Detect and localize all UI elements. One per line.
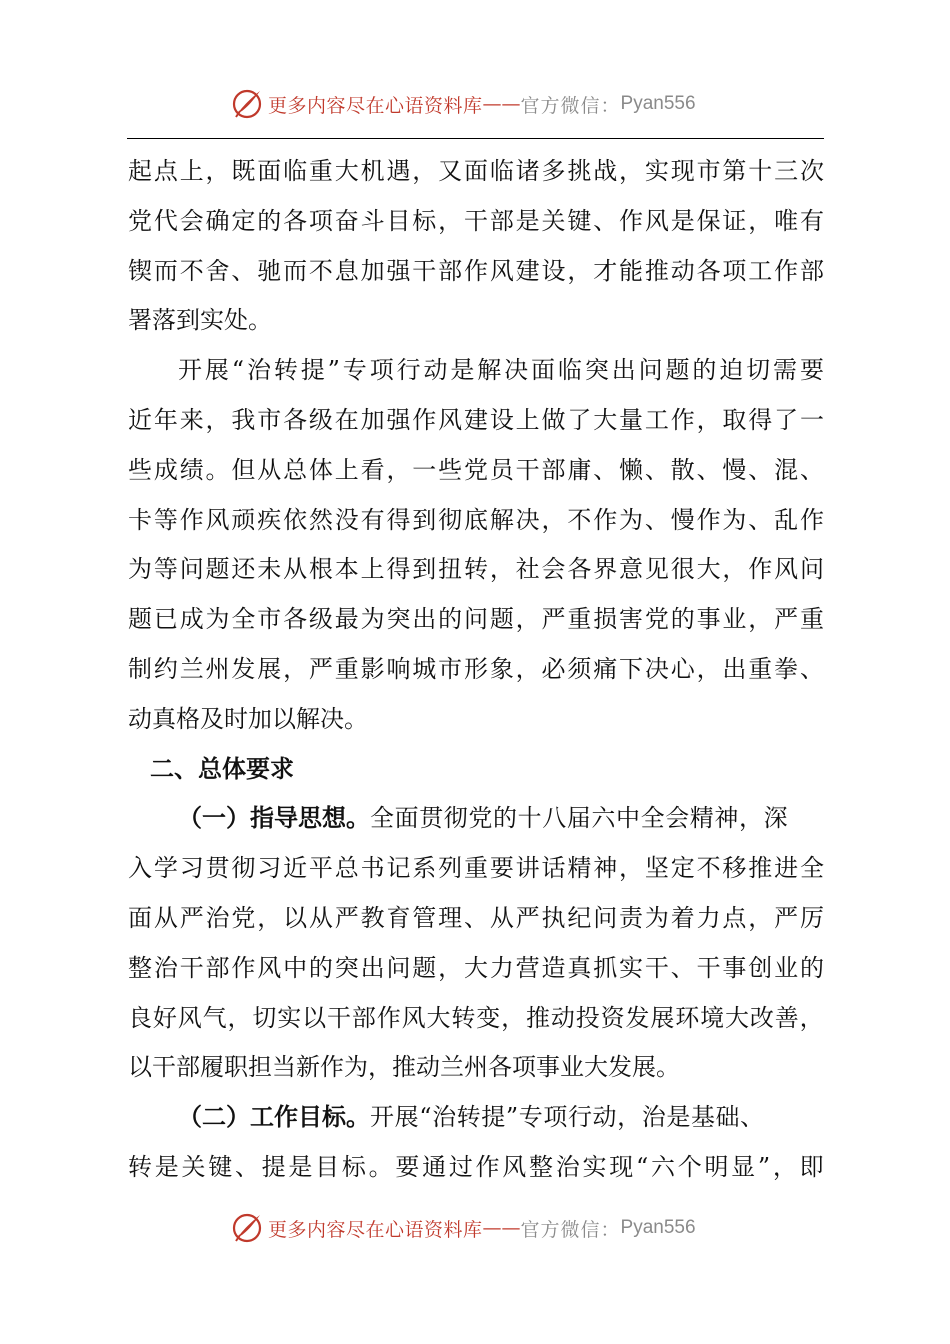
text-line: 动真格及时加以解决。 [128, 704, 368, 733]
text-line: 制 约 兰 州 发 展 ， 严 重 影 响 城 市 形 象 ， 必 须 痛 下 决 心 ， 出 重 拳 、 [128, 654, 824, 683]
banner-wechat-id: Pyan556 [620, 1217, 696, 1238]
footer-watermark [0, 1208, 950, 1248]
text-line: 开 展 “ 治 转 提 ” 专 项 行 动 是 解 决 面 临 突 出 问 题 的 迫 切 需 要 [178, 356, 824, 385]
banner-text: 更多内容尽在心语资料库 [268, 94, 483, 117]
text-line: 入 学 习 贯 彻 习 近 平 总 书 记 系 列 重 要 讲 话 精 神 ， 坚 定 不 移 推 进 全 [128, 854, 824, 883]
text-line [128, 1093, 824, 1143]
banner-wechat-id: Pyan556 [620, 93, 696, 114]
banner-wechat-label: 官方微信： [520, 94, 621, 117]
banner-wechat-label: 官方微信： [520, 1218, 621, 1241]
text-fragment: 全面贯彻党的十八届六中全会精神，深 [370, 804, 789, 833]
text-line: 为 等 问 题 还 未 从 根 本 上 得 到 扭 转 ， 社 会 各 界 意 见 很 大 ， 作 风 问 [128, 555, 824, 584]
text-line: 题 已 成 为 全 市 各 级 最 为 突 出 的 问 题 ， 严 重 损 害 党 的 事 业 ， 严 重 [128, 605, 824, 634]
text-line: 以干部履职担当新作为，推动兰州各项事业大发展。 [128, 1053, 680, 1082]
text-line: 整 治 干 部 作 风 中 的 突 出 问 题 ， 大 力 营 造 真 抓 实 干 、 干 事 创 业 的 [128, 953, 824, 982]
subsection-lead: （一）指导思想。 [178, 804, 370, 833]
text-line: 署落到实处。 [128, 306, 272, 335]
quill-logo-icon [230, 1211, 264, 1245]
banner-text: 更多内容尽在心语资料库 [268, 1218, 483, 1241]
banner-separator: —— [482, 1217, 521, 1239]
quill-logo-icon [230, 87, 264, 121]
text-line: 党 代 会 确 定 的 各 项 奋 斗 目 标 ， 干 部 是 关 键 、 作 风 是 保 证 ， 唯 有 [128, 206, 824, 235]
header-watermark [0, 84, 950, 124]
text-line: 面 从 严 治 党 ， 以 从 严 教 育 管 理 、 从 严 执 纪 问 责 为 着 力 点 ， 严 厉 [128, 903, 824, 932]
text-line: 些 成 绩 。 但 从 总 体 上 看 ， 一 些 党 员 干 部 庸 、 懒 、 散 、 慢 、 混 、 [128, 455, 824, 484]
text-fragment: 开展“治转提”专项行动，治是基础、 [370, 1103, 765, 1132]
banner-separator: —— [482, 93, 521, 115]
document-body [128, 147, 824, 1193]
text-line [128, 794, 824, 844]
text-line: 良 好 风 气 ， 切 实 以 干 部 作 风 大 转 变 ， 推 动 投 资 发 展 环 境 大 改 善 ， [128, 1003, 824, 1032]
text-line: 转 是 关 键 、 提 是 目 标 。 要 通 过 作 风 整 治 实 现 “ 六 个 明 显 ” ， 即 [128, 1152, 824, 1181]
text-line: 起 点 上 ， 既 面 临 重 大 机 遇 ， 又 面 临 诸 多 挑 战 ， 实 现 市 第 十 三 次 [128, 157, 824, 185]
text-line: 锲 而 不 舍 、 驰 而 不 息 加 强 干 部 作 风 建 设 ， 才 能 推 动 各 项 工 作 部 [128, 256, 824, 285]
text-line: 卡 等 作 风 顽 疾 依 然 没 有 得 到 彻 底 解 决 ， 不 作 为 、 慢 作 为 、 乱 作 [128, 505, 824, 534]
subsection-lead: （二）工作目标。 [178, 1103, 370, 1132]
text-line: 近 年 来 ， 我 市 各 级 在 加 强 作 风 建 设 上 做 了 大 量 工 作 ， 取 得 了 一 [128, 405, 824, 434]
header-divider [127, 138, 824, 139]
section-heading: 二、总体要求 [150, 754, 294, 783]
